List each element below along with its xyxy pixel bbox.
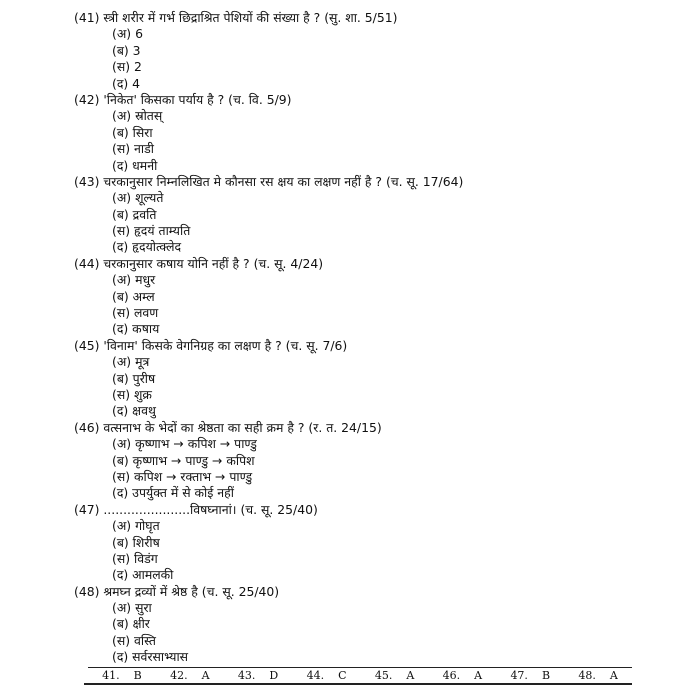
question-block bbox=[74, 420, 654, 502]
question-text: (41) स्त्री शरीर में गर्भ छिद्राश्रित पेशियों की संख्या है ? (सु. शा. 5/51) bbox=[74, 10, 398, 25]
answer-option: (द) सर्वरसाभ्यास bbox=[112, 649, 189, 665]
answer-key-letter: D bbox=[269, 669, 279, 682]
answer-key-letter: A bbox=[609, 669, 618, 682]
answer-key-number: 42. bbox=[170, 669, 188, 682]
answer-key-item bbox=[170, 669, 209, 683]
answer-option: (अ) कृष्णाभ → कपिश → पाण्डु bbox=[112, 436, 257, 452]
question-text: (44) चरकानुसार कषाय योनि नहीं है ? (च. सू. 4/24) bbox=[74, 255, 324, 271]
answer-option: (द) कषाय bbox=[112, 321, 160, 337]
question-text: (45) 'विनाम' किसके वेगनिग्रह का लक्षण है ? (च. सू. 7/6) bbox=[74, 337, 348, 353]
answer-key-item bbox=[578, 669, 617, 683]
answer-option: (ब) 3 bbox=[112, 42, 141, 58]
answer-option: (ब) अम्ल bbox=[112, 288, 155, 304]
answer-option: (द) क्षवथु bbox=[112, 403, 156, 419]
answer-key-item bbox=[510, 669, 550, 683]
answer-key-item bbox=[102, 669, 142, 683]
answer-key-letter: A bbox=[406, 669, 415, 682]
answer-option: (ब) कृष्णाभ → पाण्डु → कपिश bbox=[112, 452, 255, 468]
answer-option: (अ) 6 bbox=[112, 26, 143, 42]
answer-key-item bbox=[238, 669, 278, 683]
answer-option: (ब) शिरीष bbox=[112, 534, 160, 550]
answer-key-letter: C bbox=[338, 669, 347, 682]
answer-option: (द) 4 bbox=[112, 75, 141, 91]
question-block bbox=[74, 256, 654, 338]
answer-key-top-rule bbox=[88, 667, 632, 668]
answer-option: (अ) मूत्र bbox=[112, 354, 150, 370]
answer-key-item bbox=[307, 669, 347, 683]
answer-option: (स) लवण bbox=[112, 305, 159, 321]
answer-option: (स) हृदयं ताम्यति bbox=[112, 223, 191, 239]
answer-option: (अ) शूल्यते bbox=[112, 190, 164, 206]
question-block bbox=[74, 92, 654, 174]
question-text: (48) श्रमघ्न द्रव्यों में श्रेष्ठ है (च. सू. 25/40) bbox=[74, 583, 280, 599]
question-block bbox=[74, 338, 654, 420]
answer-option: (ब) क्षीर bbox=[112, 616, 150, 632]
answer-key-item bbox=[375, 669, 414, 683]
answer-option: (ब) द्रवति bbox=[112, 206, 157, 222]
question-block bbox=[74, 584, 654, 666]
question-block bbox=[74, 502, 654, 584]
answer-key bbox=[88, 669, 632, 683]
answer-option: (स) वस्ति bbox=[112, 632, 156, 648]
answer-key-letter: B bbox=[541, 669, 551, 682]
answer-option: (स) 2 bbox=[112, 59, 142, 75]
answer-option: (अ) गोघृत bbox=[112, 518, 160, 534]
answer-option: (द) धमनी bbox=[112, 157, 158, 173]
answer-option: (स) कपिश → रक्ताभ → पाण्डु bbox=[112, 468, 253, 484]
answer-key-number: 41. bbox=[102, 669, 120, 682]
answer-option: (स) विडंग bbox=[112, 550, 158, 566]
answer-key-letter: A bbox=[201, 669, 210, 682]
answer-option: (द) आमलकी bbox=[112, 567, 174, 583]
answer-key-number: 43. bbox=[237, 669, 256, 682]
answer-key-letter: A bbox=[474, 669, 483, 682]
answer-key-number: 45. bbox=[374, 669, 393, 682]
answer-key-item bbox=[443, 669, 482, 683]
answer-option: (अ) मधुर bbox=[112, 272, 156, 288]
answer-option: (ब) सिरा bbox=[112, 124, 153, 140]
question-text: (46) वत्सनाभ के भेदों का श्रेष्ठता का सही क्रम है ? (र. त. 24/15) bbox=[74, 419, 382, 435]
question-block bbox=[74, 174, 654, 256]
answer-option: (द) उपर्युक्त में से कोई नहीं bbox=[112, 485, 234, 501]
question-text: (43) चरकानुसार निम्नलिखित मे कौनसा रस क्षय का लक्षण नहीं है ? (च. सू. 17/64) bbox=[74, 173, 464, 189]
answer-option: (अ) स्रोतस् bbox=[112, 108, 163, 124]
question-text: (47) ......................विषघ्नानां। (च. सू. 25/40) bbox=[74, 501, 318, 517]
answer-key-number: 46. bbox=[442, 669, 461, 682]
answer-key-number: 44. bbox=[306, 669, 325, 682]
answer-key-number: 47. bbox=[510, 669, 528, 682]
answer-key-letter: B bbox=[133, 669, 142, 682]
answer-option: (स) नाडी bbox=[112, 141, 154, 157]
question-list bbox=[74, 10, 654, 666]
answer-option: (द) हृदयोत्क्लेद bbox=[112, 239, 182, 255]
question-block bbox=[74, 10, 654, 92]
answer-option: (ब) पुरीष bbox=[112, 370, 156, 386]
answer-key-number: 48. bbox=[578, 669, 596, 682]
answer-option: (स) शुक्र bbox=[112, 386, 152, 402]
question-text: (42) 'निकेत' किसका पर्याय है ? (च. वि. 5/9) bbox=[74, 91, 292, 107]
answer-option: (अ) सुरा bbox=[112, 600, 152, 616]
